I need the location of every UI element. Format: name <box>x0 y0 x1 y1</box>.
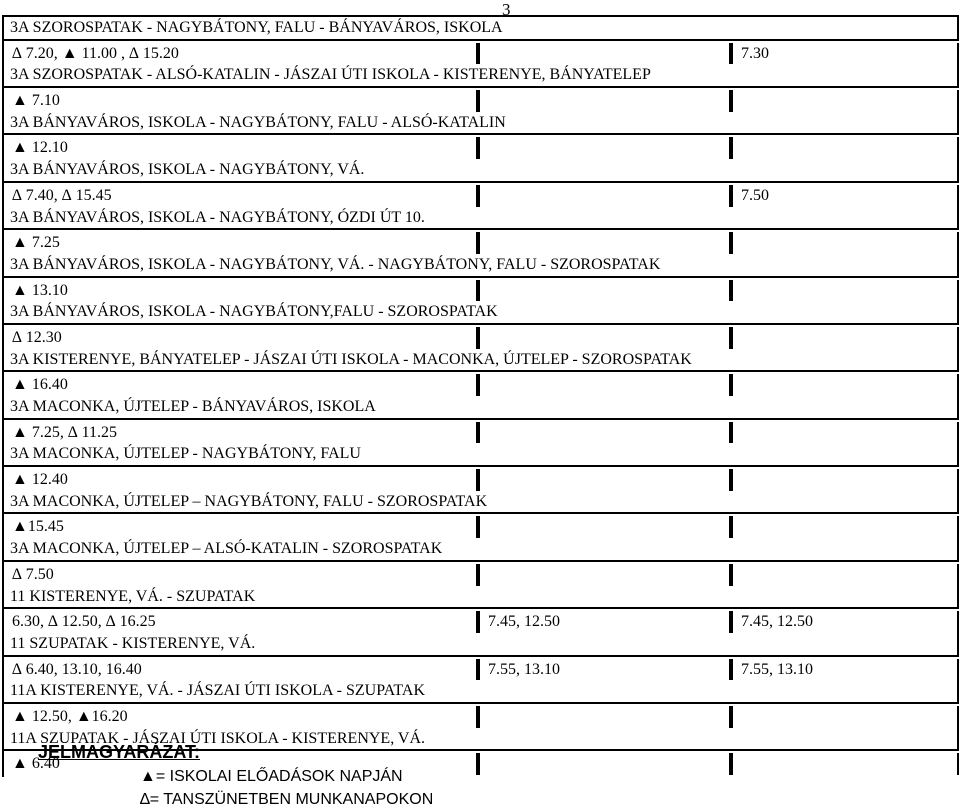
departure-times: ▲15.45 <box>12 518 64 536</box>
departure-times-col3 <box>729 753 741 775</box>
departure-times: ∆ 6.40, 13.10, 16.40 <box>12 660 142 678</box>
departure-times-col2 <box>476 564 488 586</box>
departure-times-col2 <box>476 706 488 728</box>
departure-times-col3 <box>729 137 741 159</box>
row-border-right <box>957 422 959 444</box>
departure-times: ∆ 12.30 <box>12 328 62 346</box>
route-name: 3A KISTERENYE, BÁNYATELEP - JÁSZAI ÚTI ISKOLA - MACONKA, ÚJTELEP - SZOROSPATAK <box>2 349 959 373</box>
departure-times-col2 <box>476 469 488 491</box>
departure-times: ▲ 6.40 <box>12 755 60 773</box>
departure-times-col2 <box>476 327 488 349</box>
route-name: 3A BÁNYAVÁROS, ISKOLA - NAGYBÁTONY, VÁ. - NAGYBÁTONY, FALU - SZOROSPATAK <box>2 254 959 278</box>
route-name: 3A BÁNYAVÁROS, ISKOLA - NAGYBÁTONY,FALU - SZOROSPATAK <box>2 301 959 325</box>
departure-times-col2 <box>476 280 488 302</box>
row-border-right <box>957 659 959 681</box>
row-border-right <box>957 43 959 65</box>
departure-times-row <box>2 420 959 444</box>
departure-times-row <box>2 88 959 112</box>
departure-times-row <box>2 562 959 586</box>
route-name: 11A KISTERENYE, VÁ. - JÁSZAI ÚTI ISKOLA - SZUPATAK <box>2 680 959 704</box>
departure-times-col2 <box>476 137 488 159</box>
departure-times-col2 <box>476 516 488 538</box>
departure-times: ▲ 12.40 <box>12 471 68 489</box>
row-border-right <box>957 90 959 112</box>
departure-times-col2 <box>476 374 488 396</box>
route-name: 3A MACONKA, ÚJTELEP - BÁNYAVÁROS, ISKOLA <box>2 396 959 420</box>
route-name: 11 KISTERENYE, VÁ. - SZUPATAK <box>2 586 959 610</box>
route-name: 3A MACONKA, ÚJTELEP – NAGYBÁTONY, FALU - SZOROSPATAK <box>2 491 959 515</box>
row-border-right <box>957 374 959 396</box>
row-border-right <box>957 469 959 491</box>
page-number: 3 <box>502 0 511 19</box>
departure-times: ▲ 7.10 <box>12 92 60 110</box>
departure-times-col3 <box>729 469 741 491</box>
departure-times-col3 <box>729 280 741 302</box>
departure-times-col3 <box>729 232 741 254</box>
departure-times-col3: 7.30 <box>729 43 769 65</box>
departure-times-row <box>2 325 959 349</box>
legend-item-break-workdays: ∆= TANSZÜNETBEN MUNKANAPOKON <box>140 791 434 808</box>
row-border-right <box>957 611 959 633</box>
departure-times-col3 <box>729 90 741 112</box>
departure-times-col3 <box>729 327 741 349</box>
departure-times: ∆ 7.40, ∆ 15.45 <box>12 186 112 204</box>
row-border-right <box>957 564 959 586</box>
departure-times-row <box>2 41 959 65</box>
departure-times-col3 <box>729 564 741 586</box>
departure-times-row <box>2 183 959 207</box>
departure-times-col3: 7.55, 13.10 <box>729 659 813 681</box>
legend-title: JELMAGYARÁZAT: <box>38 742 201 762</box>
departure-times-col2 <box>476 753 488 775</box>
departure-times: 6.30, ∆ 12.50, ∆ 16.25 <box>12 613 156 631</box>
departure-times: ▲ 12.50, ▲16.20 <box>12 707 128 725</box>
departure-times-col2 <box>476 185 488 207</box>
departure-times: ∆ 7.50 <box>12 565 54 583</box>
departure-times-col2 <box>476 422 488 444</box>
route-name: 3A BÁNYAVÁROS, ISKOLA - NAGYBÁTONY, VÁ. <box>2 159 959 183</box>
departure-times-col2 <box>476 232 488 254</box>
departure-times-row <box>2 230 959 254</box>
departure-times-col3 <box>729 374 741 396</box>
departure-times-col3 <box>729 422 741 444</box>
departure-times: ▲ 7.25, ∆ 11.25 <box>12 423 118 441</box>
route-name: 3A SZOROSPATAK - NAGYBÁTONY, FALU - BÁNYAVÁROS, ISKOLA <box>2 15 959 41</box>
schedule-table <box>2 15 959 775</box>
departure-times: ▲ 16.40 <box>12 376 68 394</box>
departure-times-col3 <box>729 706 741 728</box>
route-name: 3A BÁNYAVÁROS, ISKOLA - NAGYBÁTONY, FALU - ALSÓ-KATALIN <box>2 112 959 136</box>
departure-times-row <box>2 657 959 681</box>
departure-times-col2 <box>476 90 488 112</box>
row-border-right <box>957 185 959 207</box>
departure-times-col3 <box>729 516 741 538</box>
departure-times-row <box>2 704 959 728</box>
row-border-right <box>957 232 959 254</box>
route-name: 11 SZUPATAK - KISTERENYE, VÁ. <box>2 633 959 657</box>
departure-times-row <box>2 609 959 633</box>
route-name: 3A BÁNYAVÁROS, ISKOLA - NAGYBÁTONY, ÓZDI ÚT 10. <box>2 207 959 231</box>
row-border-right <box>957 706 959 728</box>
departure-times-row <box>2 514 959 538</box>
departure-times-row <box>2 372 959 396</box>
row-border-right <box>957 137 959 159</box>
departure-times-col2: 7.45, 12.50 <box>476 611 560 633</box>
route-name: 3A MACONKA, ÚJTELEP - NAGYBÁTONY, FALU <box>2 443 959 467</box>
departure-times-col2: 7.55, 13.10 <box>476 659 560 681</box>
row-border-right <box>957 516 959 538</box>
departure-times: ▲ 7.25 <box>12 234 60 252</box>
route-name: 3A MACONKA, ÚJTELEP – ALSÓ-KATALIN - SZOROSPATAK <box>2 538 959 562</box>
route-name: 11A SZUPATAK - JÁSZAI ÚTI ISKOLA - KISTERENYE, VÁ. <box>2 728 959 752</box>
departure-times-col2 <box>476 43 488 65</box>
departure-times-col3: 7.50 <box>729 185 769 207</box>
departure-times-row <box>2 278 959 302</box>
row-border-right <box>957 280 959 302</box>
departure-times: ▲ 13.10 <box>12 281 68 299</box>
row-border-right <box>957 753 959 775</box>
departure-times-row <box>2 467 959 491</box>
departure-times: ∆ 7.20, ▲ 11.00 , ∆ 15.20 <box>12 44 179 62</box>
departure-times: ▲ 12.10 <box>12 139 68 157</box>
departure-times-row <box>2 135 959 159</box>
row-border-right <box>957 327 959 349</box>
legend-item-school-days: ▲= ISKOLAI ELŐADÁSOK NAPJÁN <box>140 768 403 785</box>
route-name: 3A SZOROSPATAK - ALSÓ-KATALIN - JÁSZAI ÚTI ISKOLA - KISTERENYE, BÁNYATELEP <box>2 64 959 88</box>
departure-times-col3: 7.45, 12.50 <box>729 611 813 633</box>
